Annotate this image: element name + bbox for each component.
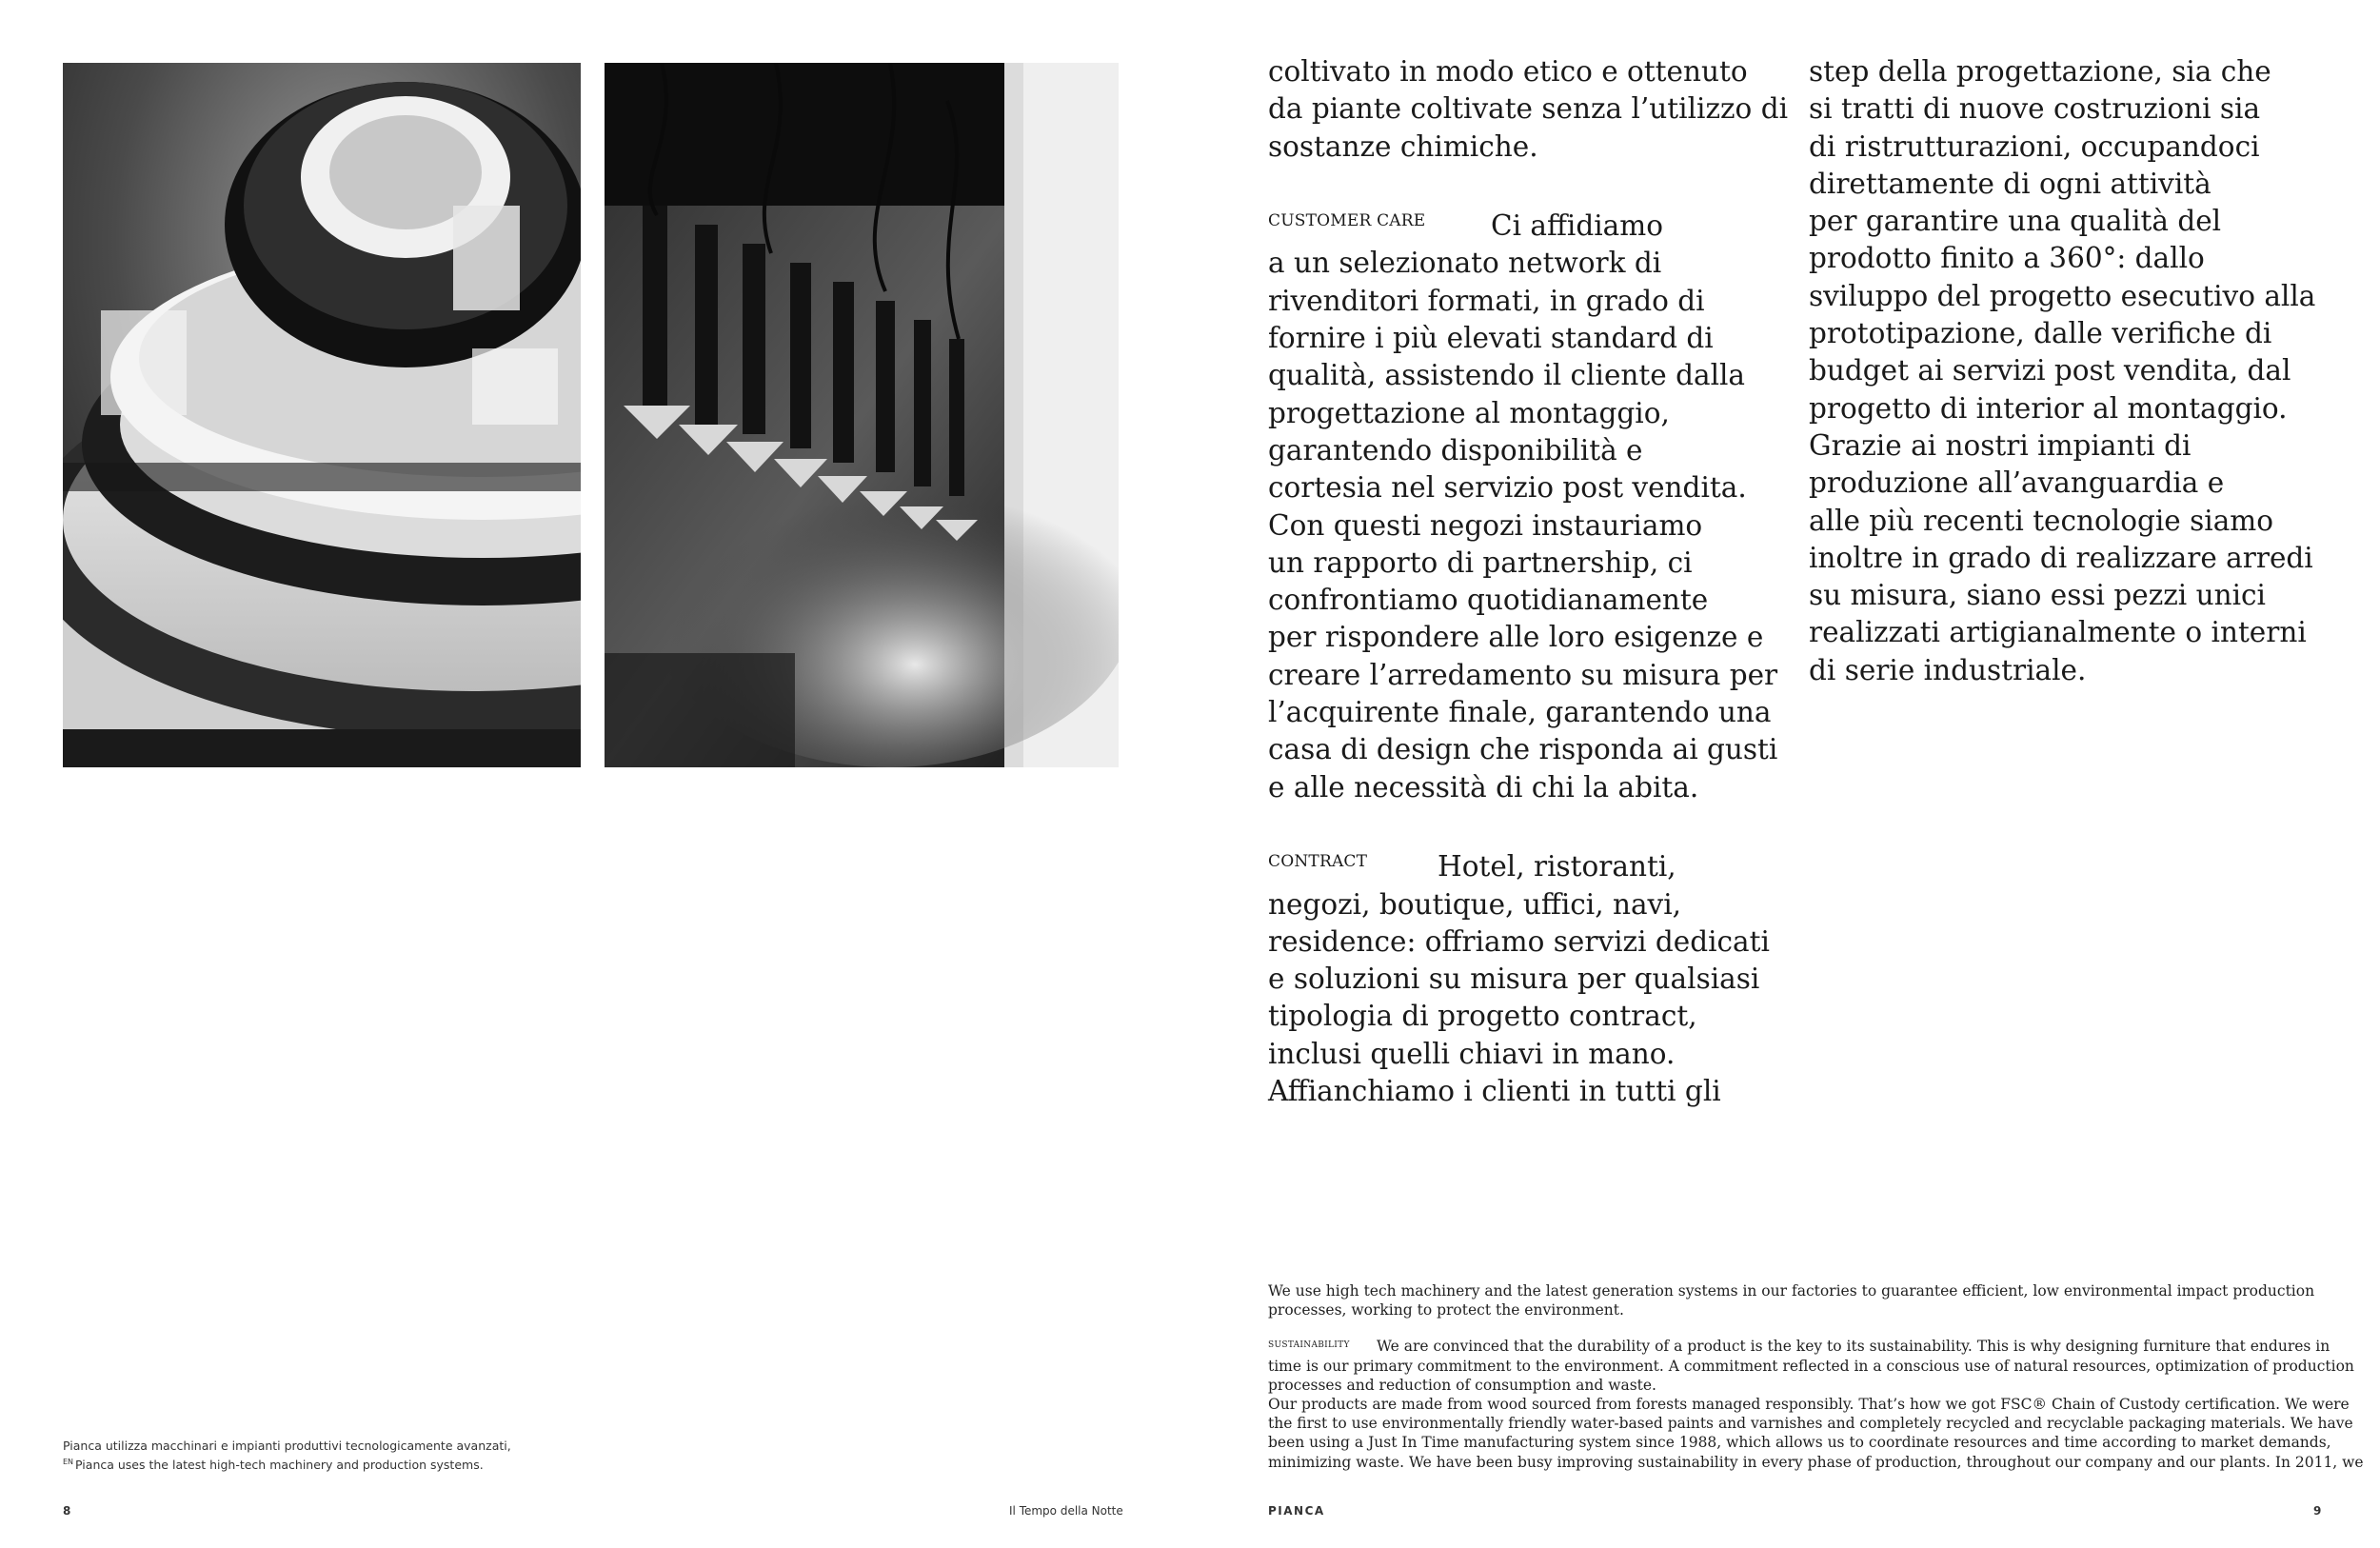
text-line: residence: offriamo servizi dedicati: [1268, 924, 1770, 958]
machinery-illustration: [605, 63, 1119, 767]
text-line: Grazie ai nostri impianti di: [1809, 428, 2192, 462]
text-line: tipologia di progetto contract,: [1268, 1000, 1697, 1033]
text-line: di serie industriale.: [1809, 653, 2087, 686]
text-line-start: Hotel, ristoranti,: [1438, 850, 1676, 883]
brand-name: PIANCA: [1268, 1504, 1325, 1518]
text-line: sostanze chimiche.: [1268, 129, 1538, 163]
customer-care-section: [1268, 203, 1787, 806]
text-line: minimizing waste. We have been busy improving sustainability in every phase of production, throughout our company and our plants. In 2011, we: [1268, 1453, 2364, 1471]
caption-english-text: Pianca uses the latest high-tech machinery and production systems.: [75, 1458, 484, 1473]
text-line: qualità, assistendo il cliente dalla: [1268, 359, 1746, 392]
text-line: been using a Just In Time manufacturing system since 1988, which allows us to coordinate resources and time according to market demands,: [1268, 1434, 2331, 1452]
text-line: prototipazione, dalle verifiche di: [1809, 317, 2272, 350]
intro-paragraph: [1268, 53, 1787, 166]
text-line: processes and reduction of consumption and waste.: [1268, 1376, 1656, 1394]
text-line: direttamente di ogni attività: [1809, 167, 2211, 200]
text-line: confrontiamo quotidianamente: [1268, 584, 1709, 617]
text-line: [1268, 1336, 2330, 1356]
text-line: [1268, 843, 1787, 885]
text-line: su misura, siano essi pezzi unici: [1809, 579, 2266, 612]
section-label-customer-care: CUSTOMER CARE: [1268, 211, 1426, 231]
text-line: Affianchiamo i clienti in tutti gli: [1268, 1075, 1721, 1108]
caption-en-marker: EN: [63, 1458, 74, 1466]
text-line: un rapporto di partnership, ci: [1268, 546, 1693, 579]
photo-machinery: [605, 63, 1119, 767]
text-line: produzione all’avanguardia e: [1809, 466, 2225, 500]
text-line: step della progettazione, sia che: [1809, 55, 2271, 88]
text-line: l’acquirente finale, garantendo una: [1268, 696, 1772, 729]
page-number-left: 8: [63, 1504, 71, 1518]
text-line: realizzati artigianalmente o interni: [1809, 616, 2307, 649]
section-label-contract: CONTRACT: [1268, 852, 1368, 872]
text-line: sviluppo del progetto esecutivo alla: [1809, 279, 2316, 312]
text-line: Con questi negozi instauriamo: [1268, 508, 1703, 542]
text-line: casa di design che risponda ai gusti: [1268, 733, 1778, 766]
italian-column-2: [1809, 53, 2342, 689]
text-line: per garantire una qualità del: [1809, 205, 2222, 238]
text-line: si tratti di nuove costruzioni sia: [1809, 92, 2261, 126]
text-line: time is our primary commitment to the environment. A commitment reflected in a conscious use of natural resources, optimization of production: [1268, 1357, 2354, 1375]
caption-italian: Pianca utilizza macchinari e impianti produttivi tecnologicamente avanzati,: [63, 1439, 511, 1453]
english-summary: [1268, 1281, 2364, 1472]
text-line: the first to use environmentally friendly water-based paints and varnishes and completely recycled and recyclable packaging materials. We have: [1268, 1415, 2353, 1433]
text-line: alle più recenti tecnologie siamo: [1809, 504, 2274, 537]
contract-section: [1268, 843, 1787, 1110]
text-line: da piante coltivate senza l’utilizzo di: [1268, 92, 1789, 126]
caption-english: [63, 1454, 558, 1473]
text-line: garantendo disponibilità e: [1268, 433, 1643, 466]
text-line: inclusi quelli chiavi in mano.: [1268, 1037, 1676, 1070]
text-line: di ristrutturazioni, occupandoci: [1809, 129, 2260, 163]
page-number-right: 9: [2313, 1504, 2322, 1518]
tape-rolls-illustration: [63, 63, 581, 767]
text-line: per rispondere alle loro esigenze e: [1268, 621, 1764, 654]
text-line: Our products are made from wood sourced from forests managed responsibly. That’s how we got FSC® Chain of Custody certification. We were: [1268, 1396, 2350, 1414]
text-line: processes, working to protect the environment.: [1268, 1301, 1624, 1320]
photo-caption: [63, 1438, 558, 1473]
section-label-sustainability: SUSTAINABILITY: [1268, 1340, 1350, 1351]
publication-title: Il Tempo della Notte: [1009, 1504, 1123, 1518]
text-line: negozi, boutique, uffici, navi,: [1268, 887, 1682, 921]
text-line: progettazione al montaggio,: [1268, 396, 1670, 429]
text-line: a un selezionato network di: [1268, 247, 1662, 280]
text-line: e soluzioni su misura per qualsiasi: [1268, 963, 1760, 996]
text-line-start: We are convinced that the durability of a product is the key to its sustainability. This is why designing furniture that endures in: [1377, 1338, 2330, 1356]
text-line-start: Ci affidiamo: [1491, 209, 1664, 243]
text-line: budget ai servizi post vendita, dal: [1809, 354, 2291, 387]
italian-column-1: [1268, 53, 1787, 1110]
text-line: e alle necessità di chi la abita.: [1268, 770, 1699, 804]
text-line: progetto di interior al montaggio.: [1809, 391, 2288, 425]
text-line: fornire i più elevati standard di: [1268, 322, 1714, 355]
text-line: creare l’arredamento su misura per: [1268, 658, 1778, 691]
text-line: cortesia nel servizio post vendita.: [1268, 471, 1747, 505]
text-line: coltivato in modo etico e ottenuto: [1268, 55, 1748, 88]
text-line: prodotto finito a 360°: dallo: [1809, 242, 2205, 275]
text-line: [1268, 203, 1787, 245]
photo-tape-rolls: [63, 63, 581, 767]
text-line: We use high tech machinery and the latest generation systems in our factories to guarantee efficient, low environmental impact production: [1268, 1282, 2315, 1300]
text-line: rivenditori formati, in grado di: [1268, 284, 1705, 317]
text-line: inoltre in grado di realizzare arredi: [1809, 541, 2313, 574]
